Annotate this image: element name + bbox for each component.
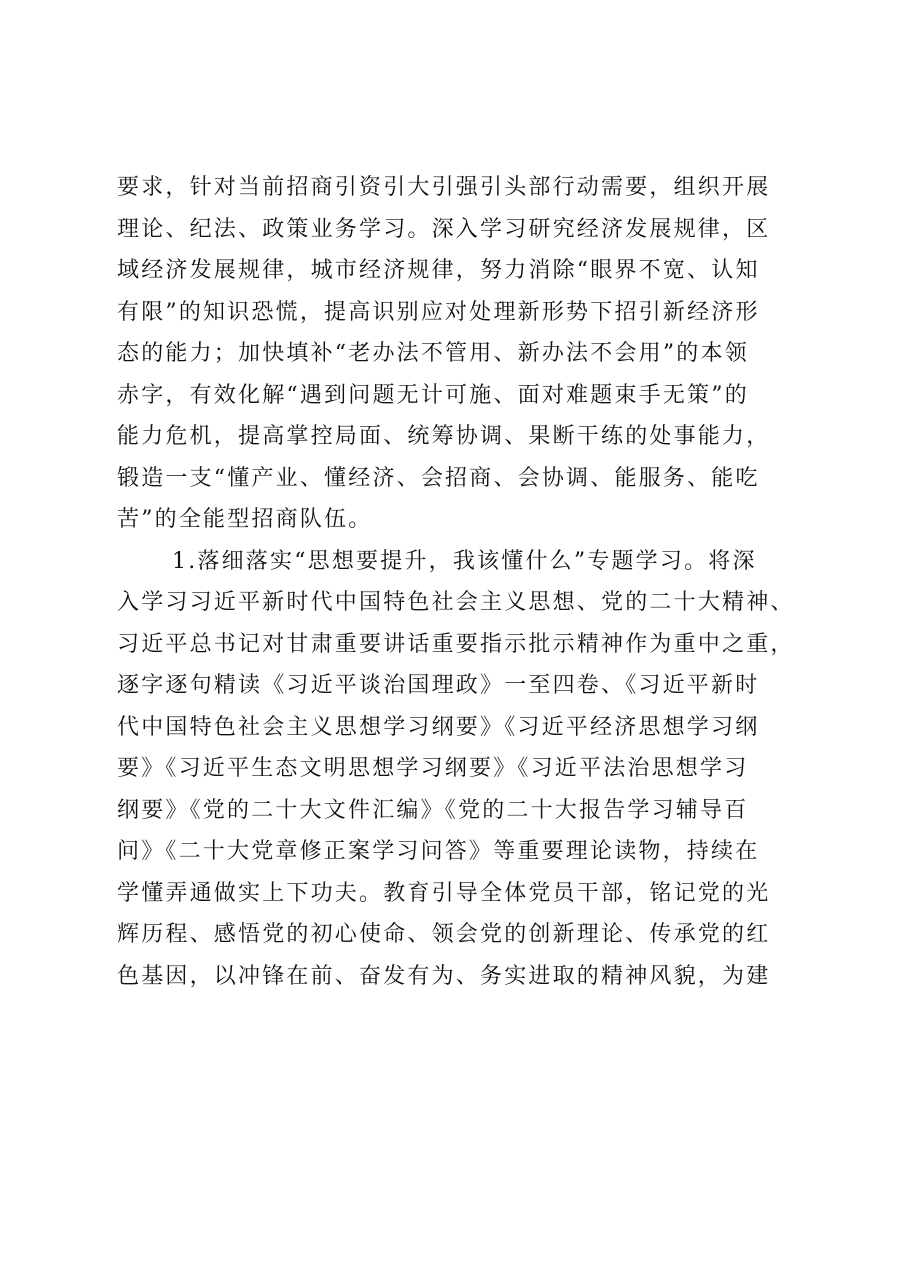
document-body [117,167,807,997]
paragraph-line: 代中国特色社会主义思想学习纲要》《习近平经济思想学习纲 [117,714,760,740]
paragraph-line: 要》《习近平生态文明思想学习纲要》《习近平法治思想学习 [117,756,749,781]
paragraph-line: 苦”的全能型招商队伍。 [117,507,373,532]
paragraph-line: 问》《二十大党章修正案学习问答》等重要理论读物，持续在 [117,839,760,864]
paragraph-2 [117,541,807,998]
paragraph-line: 学懂弄通做实上下功夫。教育引导全体党员干部，铭记党的光 [117,880,771,906]
paragraph-1 [117,167,807,541]
paragraph-line: 态的能力；加快填补“老办法不管用、新办法不会用”的本领 [117,341,749,366]
paragraph-line: 赤字，有效化解“遇到问题无计可施、面对难题束手无策”的 [117,382,749,408]
paragraph-line: 习近平总书记对甘肃重要讲话重要指示批示精神作为重中之重， [117,631,795,657]
paragraph-line: 理论、纪法、政策业务学习。深入学习研究经济发展规律，区 [117,216,771,242]
paragraph-line: 纲要》《党的二十大文件汇编》《党的二十大报告学习辅导百 [117,797,749,823]
paragraph-line: 能力危机，提高掌控局面、统筹协调、果断干练的处事能力， [117,424,771,449]
paragraph-line: 逐字逐句精读《习近平谈治国理政》一至四卷、《习近平新时 [117,673,760,698]
paragraph-line-indented: 1.落细落实“思想要提升，我该懂什么”专题学习。将深 [172,548,757,574]
paragraph-line: 要求，针对当前招商引资引大引强引头部行动需要，组织开展 [117,175,771,200]
paragraph-line: 入学习习近平新时代中国特色社会主义思想、党的二十大精神、 [117,590,795,615]
paragraph-line: 域经济发展规律，城市经济规律，努力消除“眼界不宽、认知 [117,258,760,283]
paragraph-line: 锻造一支“懂产业、懂经济、会招商、会协调、能服务、能吃 [117,465,760,491]
paragraph-line: 辉历程、感悟党的初心使命、领会党的创新理论、传承党的红 [117,922,771,947]
paragraph-line: 有限”的知识恐慌，提高识别应对处理新形势下招引新经济形 [117,299,760,325]
paragraph-line: 色基因，以冲锋在前、奋发有为、务实进取的精神风貌，为建 [117,963,771,989]
